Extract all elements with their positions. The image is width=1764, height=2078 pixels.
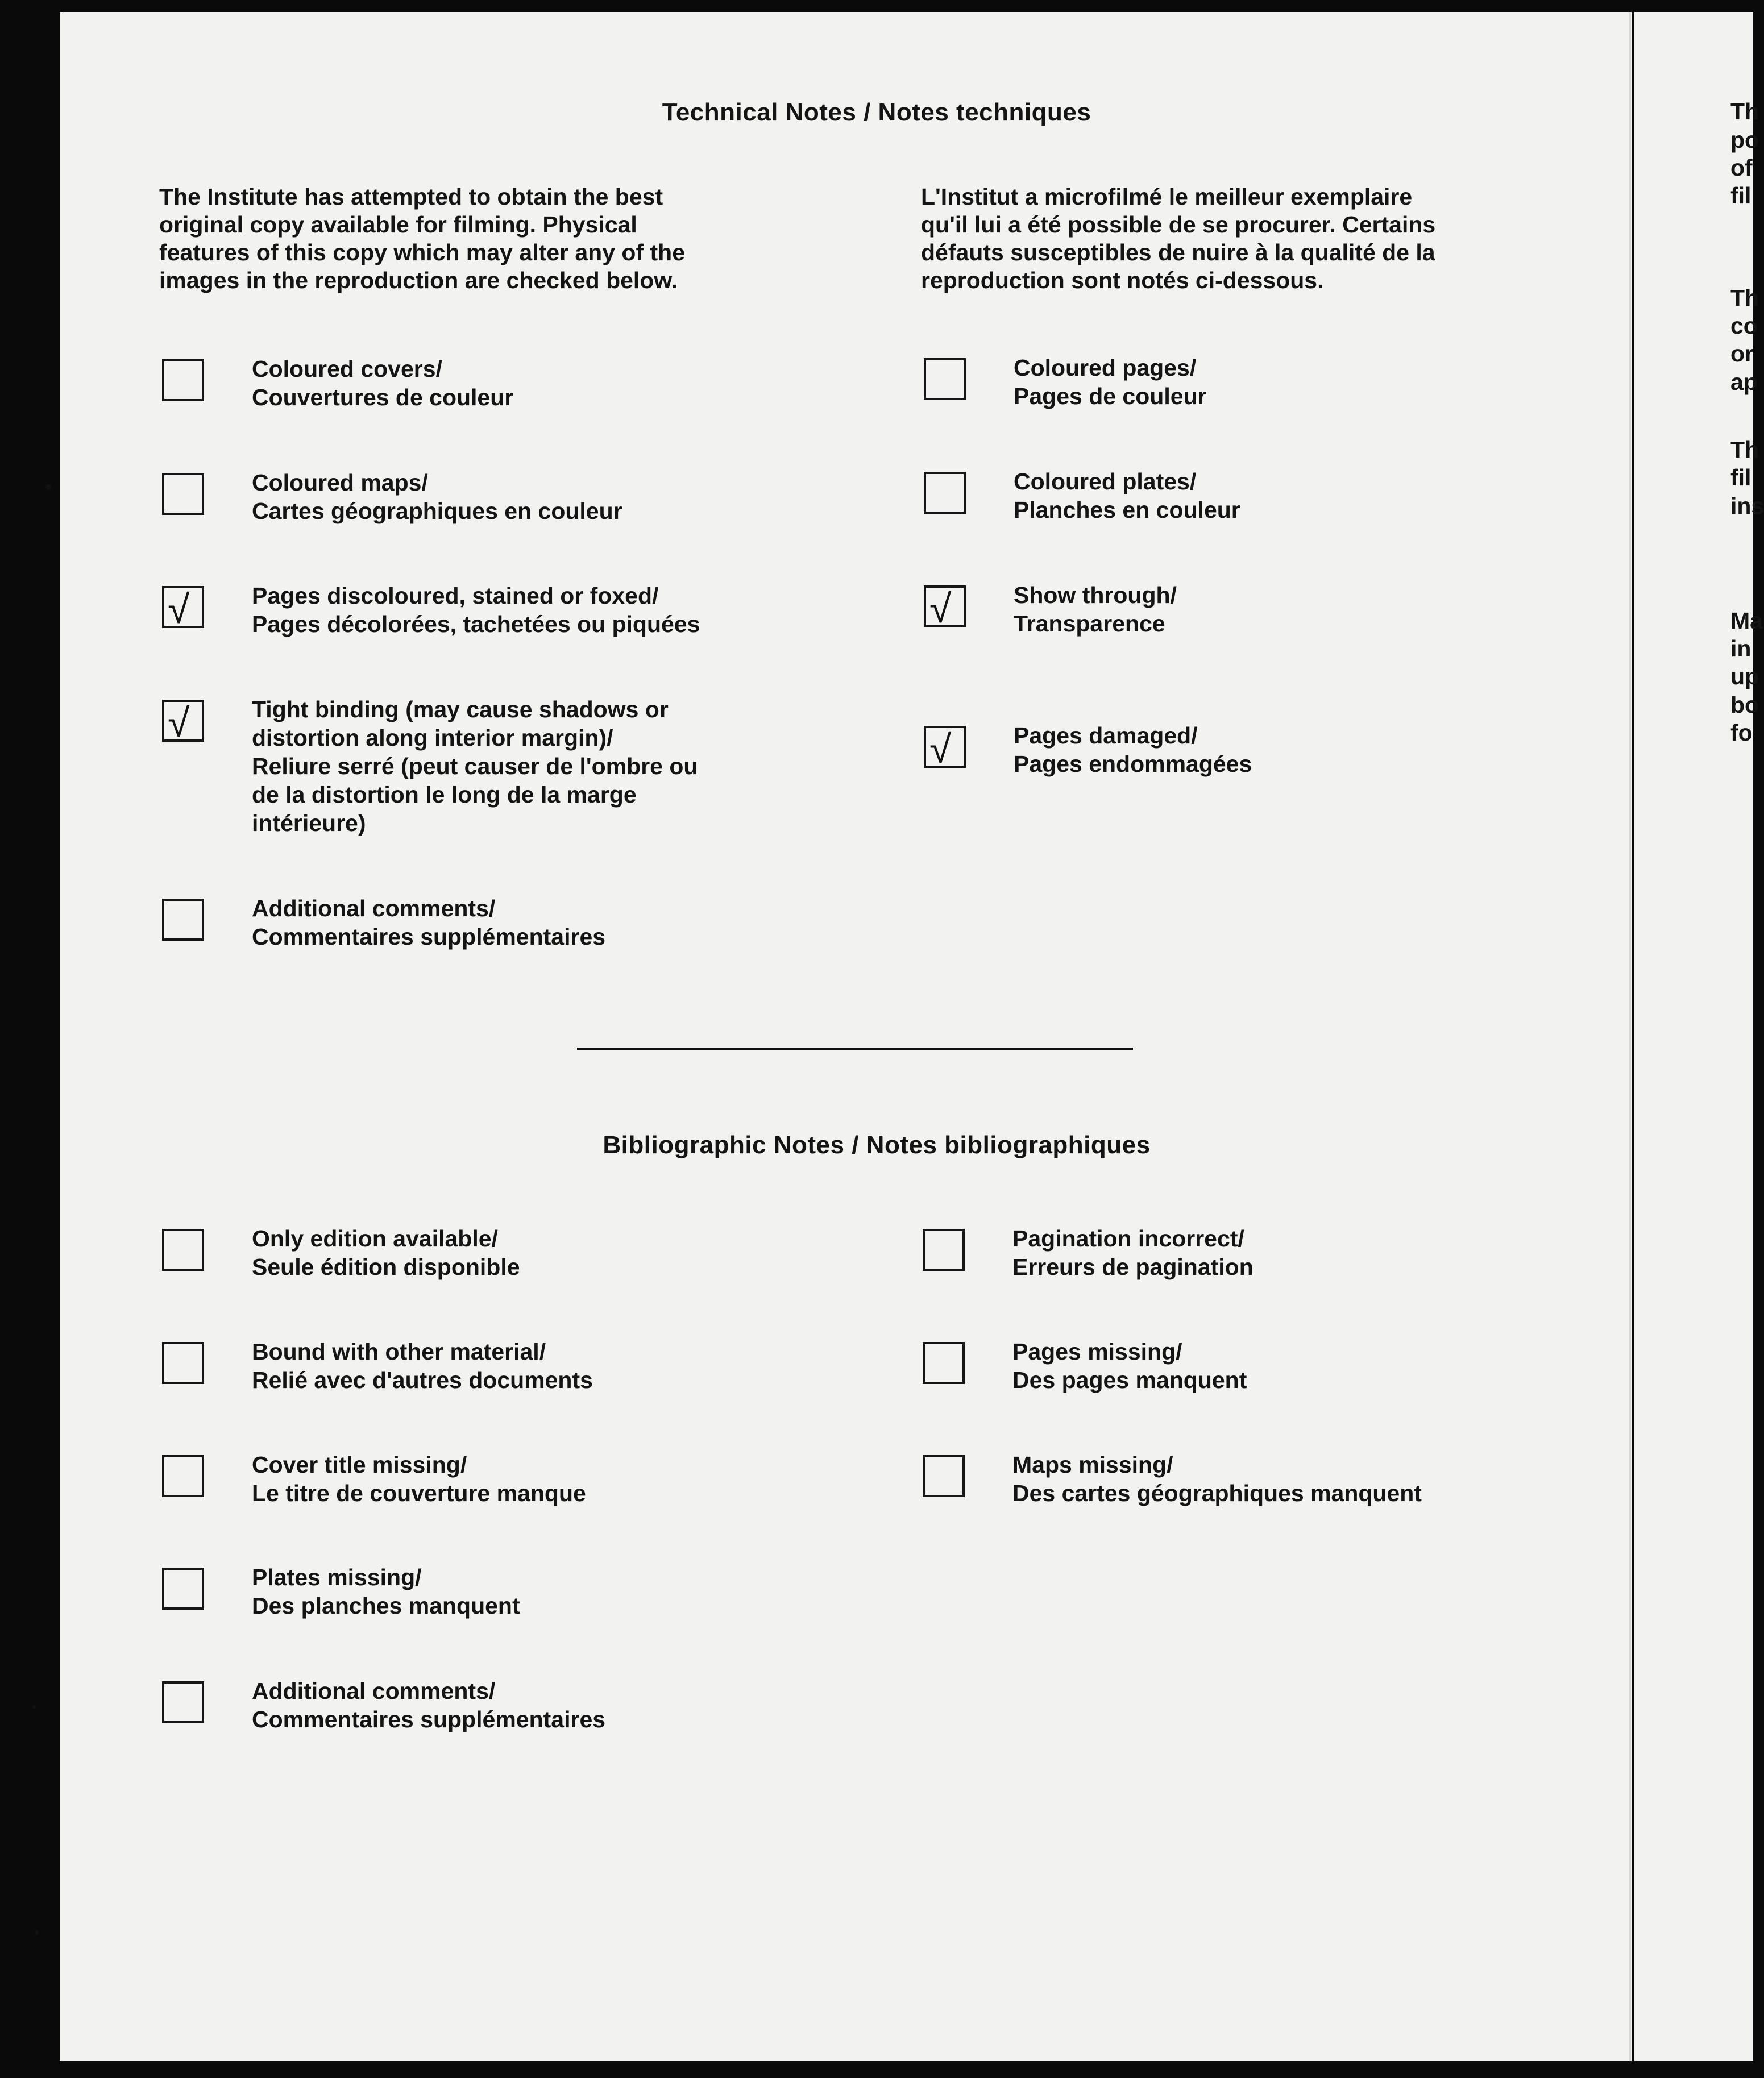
checklist-item bbox=[924, 468, 1492, 540]
text-line: défauts susceptibles de nuire à la qualité de la bbox=[921, 239, 1435, 265]
empty-checkbox bbox=[162, 359, 204, 401]
text-line: Seule édition disponible bbox=[252, 1254, 520, 1280]
text-line: Transparence bbox=[1014, 610, 1165, 637]
text-line: intérieure) bbox=[252, 810, 366, 836]
margin-fragment: Th bbox=[1730, 98, 1759, 124]
text-line: Only edition available/ bbox=[252, 1225, 498, 1252]
text-line: Pages missing/ bbox=[1012, 1339, 1182, 1365]
margin-fragment: bo bbox=[1730, 692, 1759, 718]
checklist-item bbox=[923, 1339, 1491, 1410]
text-line: Le titre de couverture manque bbox=[252, 1480, 586, 1506]
section-divider bbox=[577, 1048, 1133, 1050]
text-line: Pages damaged/ bbox=[1014, 722, 1198, 749]
empty-checkbox bbox=[162, 1229, 204, 1271]
text-line: Additional comments/ bbox=[252, 1678, 496, 1704]
empty-checkbox bbox=[162, 1681, 204, 1723]
text-line: Des planches manquent bbox=[252, 1593, 520, 1619]
checklist-label bbox=[252, 695, 763, 837]
checkmark-icon: √ bbox=[168, 701, 190, 745]
checklist-label bbox=[1014, 721, 1525, 778]
checklist-label bbox=[1014, 467, 1525, 524]
checkmark-icon: √ bbox=[929, 587, 952, 631]
text-line: distortion along interior margin)/ bbox=[252, 725, 613, 751]
film-speck bbox=[35, 1930, 39, 1935]
text-line: Tight binding (may cause shadows or bbox=[252, 696, 669, 722]
checklist-item bbox=[924, 355, 1492, 426]
text-line: Coloured plates/ bbox=[1014, 468, 1197, 494]
checked-checkbox bbox=[162, 586, 204, 631]
checklist-label bbox=[252, 1451, 763, 1507]
checklist-item bbox=[924, 722, 1492, 794]
text-line: Pages discoloured, stained or foxed/ bbox=[252, 583, 659, 609]
text-line: images in the reproduction are checked below. bbox=[159, 267, 678, 293]
text-line: qu'il lui a été possible de se procurer. Certains bbox=[921, 211, 1436, 238]
margin-fragment: po bbox=[1730, 127, 1759, 153]
empty-checkbox bbox=[923, 1229, 965, 1271]
checklist-label bbox=[252, 468, 763, 525]
text-line: Pages endommagées bbox=[1014, 751, 1252, 777]
checklist-label bbox=[252, 894, 763, 951]
margin-fragment: ins bbox=[1730, 493, 1764, 519]
margin-fragment: Ma bbox=[1730, 608, 1763, 634]
checklist-item bbox=[162, 696, 730, 836]
checklist-item bbox=[162, 1225, 730, 1297]
empty-checkbox bbox=[923, 1455, 965, 1497]
checklist-item bbox=[162, 356, 730, 427]
margin-fragment: ap bbox=[1730, 369, 1758, 395]
text-line: original copy available for filming. Physical bbox=[159, 211, 637, 238]
text-line: Additional comments/ bbox=[252, 895, 496, 921]
text-line: Des pages manquent bbox=[1012, 1367, 1247, 1393]
empty-checkbox bbox=[162, 1455, 204, 1497]
checklist-label bbox=[252, 1563, 763, 1620]
margin-fragment: co bbox=[1730, 313, 1758, 339]
text-line: Plates missing/ bbox=[252, 1564, 422, 1590]
checked-checkbox bbox=[162, 700, 204, 745]
film-speck bbox=[32, 1705, 36, 1709]
text-line: Des cartes géographiques manquent bbox=[1012, 1480, 1422, 1506]
technical-notes-title: Technical Notes / Notes techniques bbox=[662, 98, 1091, 126]
text-line: Show through/ bbox=[1014, 582, 1177, 608]
text-line: Coloured maps/ bbox=[252, 469, 428, 496]
text-line: Maps missing/ bbox=[1012, 1452, 1173, 1478]
empty-checkbox bbox=[162, 473, 204, 515]
checklist-item bbox=[924, 582, 1492, 654]
margin-fragment: fo bbox=[1730, 720, 1753, 746]
empty-checkbox bbox=[924, 358, 966, 400]
checklist-item bbox=[923, 1225, 1491, 1297]
document-page bbox=[60, 12, 1632, 2061]
margin-fragment: of bbox=[1730, 155, 1753, 181]
intro-french bbox=[921, 183, 1546, 294]
text-line: Coloured covers/ bbox=[252, 356, 442, 382]
checkmark-icon: √ bbox=[929, 727, 952, 771]
margin-fragment: fil bbox=[1730, 464, 1751, 491]
checked-checkbox bbox=[924, 726, 966, 771]
margin-fragment: or bbox=[1730, 340, 1754, 367]
intro-english bbox=[159, 183, 785, 294]
checklist-label bbox=[1012, 1224, 1524, 1281]
checklist-item bbox=[162, 1564, 730, 1636]
text-line: Commentaires supplémentaires bbox=[252, 924, 606, 950]
checklist-item bbox=[923, 1452, 1491, 1523]
text-line: Relié avec d'autres documents bbox=[252, 1367, 593, 1393]
text-line: Bound with other material/ bbox=[252, 1339, 546, 1365]
checklist-label bbox=[252, 355, 763, 412]
margin-fragment: Th bbox=[1730, 437, 1759, 463]
empty-checkbox bbox=[923, 1342, 965, 1384]
text-line: Pages de couleur bbox=[1014, 383, 1207, 409]
margin-fragment: in bbox=[1730, 635, 1751, 662]
checklist-label bbox=[252, 1337, 763, 1394]
text-line: The Institute has attempted to obtain the best bbox=[159, 184, 663, 210]
checklist-label bbox=[1012, 1451, 1524, 1507]
checklist-item bbox=[162, 895, 730, 967]
empty-checkbox bbox=[924, 472, 966, 514]
checklist-item bbox=[162, 1339, 730, 1410]
margin-fragment: Th bbox=[1730, 285, 1759, 311]
text-line: Cover title missing/ bbox=[252, 1452, 467, 1478]
empty-checkbox bbox=[162, 899, 204, 941]
text-line: L'Institut a microfilmé le meilleur exemplaire bbox=[921, 184, 1413, 210]
checklist-item bbox=[162, 1452, 730, 1523]
text-line: Cartes géographiques en couleur bbox=[252, 498, 622, 524]
checklist-item bbox=[162, 583, 730, 654]
text-line: Couvertures de couleur bbox=[252, 384, 514, 410]
checklist-label bbox=[1014, 581, 1525, 638]
checklist-label bbox=[252, 1224, 763, 1281]
text-line: de la distortion le long de la marge bbox=[252, 782, 637, 808]
film-speck bbox=[45, 484, 51, 490]
margin-fragment: fil bbox=[1730, 182, 1751, 209]
text-line: Erreurs de pagination bbox=[1012, 1254, 1254, 1280]
checklist-label bbox=[252, 1677, 763, 1734]
text-line: features of this copy which may alter any of the bbox=[159, 239, 686, 265]
checklist-label bbox=[1012, 1337, 1524, 1394]
empty-checkbox bbox=[162, 1568, 204, 1610]
text-line: Pages décolorées, tachetées ou piquées bbox=[252, 611, 700, 637]
text-line: Commentaires supplémentaires bbox=[252, 1706, 606, 1732]
text-line: Planches en couleur bbox=[1014, 497, 1240, 523]
text-line: Pagination incorrect/ bbox=[1012, 1225, 1244, 1252]
text-line: Coloured pages/ bbox=[1014, 355, 1197, 381]
empty-checkbox bbox=[162, 1342, 204, 1384]
checklist-item bbox=[162, 1678, 730, 1749]
text-line: Reliure serré (peut causer de l'ombre ou bbox=[252, 753, 698, 779]
checked-checkbox bbox=[924, 585, 966, 631]
checklist-label bbox=[1014, 354, 1525, 410]
checklist-label bbox=[252, 581, 763, 638]
bibliographic-notes-title: Bibliographic Notes / Notes bibliographiques bbox=[603, 1131, 1151, 1159]
text-line: reproduction sont notés ci-dessous. bbox=[921, 267, 1324, 293]
checkmark-icon: √ bbox=[168, 587, 190, 631]
margin-fragment: up bbox=[1730, 663, 1759, 689]
checklist-item bbox=[162, 469, 730, 541]
page-edge bbox=[1629, 12, 1631, 2061]
